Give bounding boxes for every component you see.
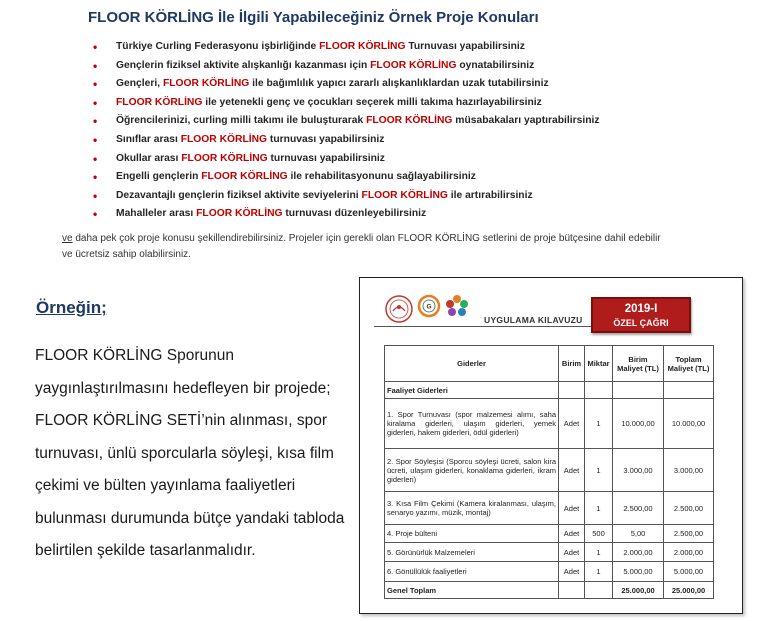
row-qty: 1 <box>585 543 613 562</box>
list-item-text-post: ile bağımlılık yapıcı zararlı alışkanlıklardan uzak tutabilirsiniz <box>249 78 549 90</box>
project-topics-list <box>93 38 600 224</box>
list-item-text-pre: Okullar arası <box>116 152 182 164</box>
row-unit-cost: 5,00 <box>613 525 664 543</box>
list-item <box>93 38 600 57</box>
row-qty: 1 <box>585 492 613 525</box>
row-qty: 500 <box>585 525 613 543</box>
row-total: 5.000,00 <box>664 562 714 582</box>
row-qty: 1 <box>585 399 613 449</box>
row-unit: Adet <box>559 399 585 449</box>
list-item-text-post: ile artırabilirsiniz <box>447 189 533 201</box>
empty-cell <box>585 582 613 599</box>
list-item-highlight: FLOOR KÖRLİNG <box>201 171 288 183</box>
list-item-text-post: ile rehabilitasyonunu sağlayabilirsiniz <box>287 171 476 183</box>
row-total: 10.000,00 <box>664 399 714 449</box>
row-unit-cost: 10.000,00 <box>613 399 664 449</box>
row-name: 6. Gönüllülük faaliyetleri <box>385 562 559 582</box>
row-unit-cost: 2.000,00 <box>613 543 664 562</box>
example-heading: Örneğin; <box>36 298 107 317</box>
guide-label: UYGULAMA KILAVUZU <box>484 315 583 325</box>
row-qty: 1 <box>585 449 613 492</box>
col-header-unit: Birim <box>559 346 585 382</box>
list-item-text-pre: Dezavantajlı gençlerin fiziksel aktivite seviyelerini <box>116 189 362 201</box>
list-item <box>93 75 600 94</box>
list-item-highlight: FLOOR KÖRLİNG <box>116 96 203 108</box>
row-unit: Adet <box>559 543 585 562</box>
list-item-text-post: turnuvası yapabilirsiniz <box>267 133 385 145</box>
bullet-icon: • <box>93 151 98 166</box>
list-item-highlight: FLOOR KÖRLİNG <box>361 189 448 201</box>
row-unit: Adet <box>559 449 585 492</box>
total-total: 25.000,00 <box>664 582 714 599</box>
row-qty: 1 <box>585 562 613 582</box>
bullet-icon: • <box>93 95 98 110</box>
table-row <box>385 399 714 449</box>
total-unit-cost: 25.000,00 <box>613 582 664 599</box>
section-label: Faaliyet Giderleri <box>385 382 559 399</box>
bullet-icon: • <box>93 170 98 185</box>
row-total: 2.000,00 <box>664 543 714 562</box>
empty-cell <box>559 582 585 599</box>
note-ve: ve <box>62 233 73 244</box>
row-name: 5. Görünürlük Malzemeleri <box>385 543 559 562</box>
row-unit-cost: 3.000,00 <box>613 449 664 492</box>
note-line-2: ve ücretsiz sahip olabilirsiniz. <box>62 248 191 260</box>
col-header-expenses: Giderler <box>385 346 559 382</box>
call-badge <box>591 297 691 333</box>
list-item <box>93 150 600 169</box>
budget-document-image <box>359 277 743 614</box>
table-row <box>385 543 714 562</box>
list-item-text-post: Turnuvası yapabilirsiniz <box>405 41 525 52</box>
list-item-text-post: ile yetenekli genç ve çocukları seçerek milli takıma hazırlayabilirsiniz <box>202 96 542 108</box>
row-total: 3.000,00 <box>664 449 714 492</box>
list-item-text-post: müsabakaları yaptırabilirsiniz <box>452 115 600 127</box>
youth-program-logo-icon <box>444 293 470 319</box>
list-item <box>93 168 600 187</box>
list-item <box>93 57 600 76</box>
list-item <box>93 205 600 224</box>
col-header-quantity: Miktar <box>585 346 613 382</box>
bullet-icon: • <box>93 114 98 129</box>
list-item-text-post: turnuvası düzenleyebilirsiniz <box>282 208 427 220</box>
agency-logo-icon <box>417 294 441 318</box>
list-item-highlight: FLOOR KÖRLİNG <box>370 59 457 71</box>
row-name: 3. Kısa Film Çekimi (Kamera kiralanması, ulaşım, senaryo yazımı, müzik, montaj) <box>385 492 559 525</box>
list-item-highlight: FLOOR KÖRLİNG <box>366 115 453 127</box>
empty-cell <box>585 382 613 399</box>
list-item-text-post: turnuvası yapabilirsiniz <box>267 152 385 164</box>
bullet-icon: • <box>93 40 98 54</box>
list-item-text-pre: Mahalleler arası <box>116 208 197 220</box>
row-total: 2.500,00 <box>664 525 714 543</box>
list-item-text-pre: Türkiye Curling Federasyonu işbirliğinde <box>116 41 320 52</box>
bullet-icon: • <box>93 188 98 203</box>
list-item-highlight: FLOOR KÖRLİNG <box>180 133 268 145</box>
empty-cell <box>664 382 714 399</box>
list-item <box>93 94 600 113</box>
list-item-text-pre: Sınıflar arası <box>116 133 181 145</box>
row-unit: Adet <box>559 562 585 582</box>
row-total: 2.500,00 <box>664 492 714 525</box>
row-name: 2. Spor Söyleşisi (Sporcu söyleşi ücreti, salon kira ücreti, ulaşım giderleri, konaklama giderleri, ikram giderleri) <box>385 449 559 492</box>
page-heading: FLOOR KÖRLİNG İle İlgili Yapabileceğiniz Örnek Proje Konuları <box>88 9 539 26</box>
bullet-icon: • <box>93 207 98 222</box>
row-name: 4. Proje bülteni <box>385 525 559 543</box>
example-paragraph: FLOOR KÖRLİNG Sporunun yaygınlaştırılmasını hedefleyen bir projede; FLOOR KÖRLİNG SETİ’nin alınması, spor turnuvası, ünlü sporcularla söyleşi, kısa film çekimi ve bülten yayınlama faaliyetleri bulunması durumunda bütçe yandaki tabloda belirtilen şekilde tasarlanmalıdır. <box>35 347 345 559</box>
list-item-text-pre: Engelli gençlerin <box>116 171 202 183</box>
col-header-total-cost: Toplam Maliyet (TL) <box>664 346 714 382</box>
call-title: ÖZEL ÇAĞRI <box>613 318 669 328</box>
bullet-icon: • <box>93 132 98 147</box>
list-item <box>93 131 600 150</box>
col-header-unit-cost: Birim Maliyet (TL) <box>613 346 664 382</box>
list-item-text-post: oynatabilirsiniz <box>456 59 535 71</box>
bullet-icon: • <box>93 58 98 73</box>
table-row <box>385 525 714 543</box>
guide-divider <box>374 326 594 327</box>
list-item-text-pre: Gençleri, <box>116 78 163 90</box>
svg-text:G: G <box>426 303 432 311</box>
table-section-row <box>385 382 714 399</box>
table-row <box>385 562 714 582</box>
total-label: Genel Toplam <box>385 582 559 599</box>
row-unit: Adet <box>559 525 585 543</box>
row-unit: Adet <box>559 492 585 525</box>
table-total-row <box>385 582 714 599</box>
list-item-highlight: FLOOR KÖRLİNG <box>181 152 268 164</box>
list-item <box>93 187 600 206</box>
note-line-1: daha pek çok proje konusu şekillendirebilirsiniz. Projeler için gerekli olan FLOOR KÖRLİNG setlerini de proje bütçesine dahil edebilir <box>72 233 661 244</box>
note-paragraph <box>62 231 722 262</box>
table-row <box>385 492 714 525</box>
row-name: 1. Spor Turnuvası (spor malzemesi alımı, saha kiralama giderleri, ulaşım giderleri, yemek giderleri, hakem giderleri, ödül giderleri) <box>385 399 559 449</box>
list-item <box>93 112 600 131</box>
table-row <box>385 449 714 492</box>
list-item-highlight: FLOOR KÖRLİNG <box>319 41 406 52</box>
empty-cell <box>559 382 585 399</box>
row-unit-cost: 5.000,00 <box>613 562 664 582</box>
list-item-highlight: FLOOR KÖRLİNG <box>162 78 250 90</box>
list-item-text-pre: Gençlerin fiziksel aktivite alışkanlığı kazanması için <box>116 59 371 71</box>
list-item-text-pre: Öğrencilerinizi, curling milli takımı ile buluşturarak <box>116 115 367 127</box>
row-unit-cost: 2.500,00 <box>613 492 664 525</box>
list-item-highlight: FLOOR KÖRLİNG <box>196 208 283 220</box>
call-year: 2019-I <box>624 303 658 315</box>
ministry-logo-icon <box>384 294 414 324</box>
budget-table <box>384 345 714 599</box>
empty-cell <box>613 382 664 399</box>
table-header-row <box>385 346 714 382</box>
bullet-icon: • <box>93 77 98 92</box>
